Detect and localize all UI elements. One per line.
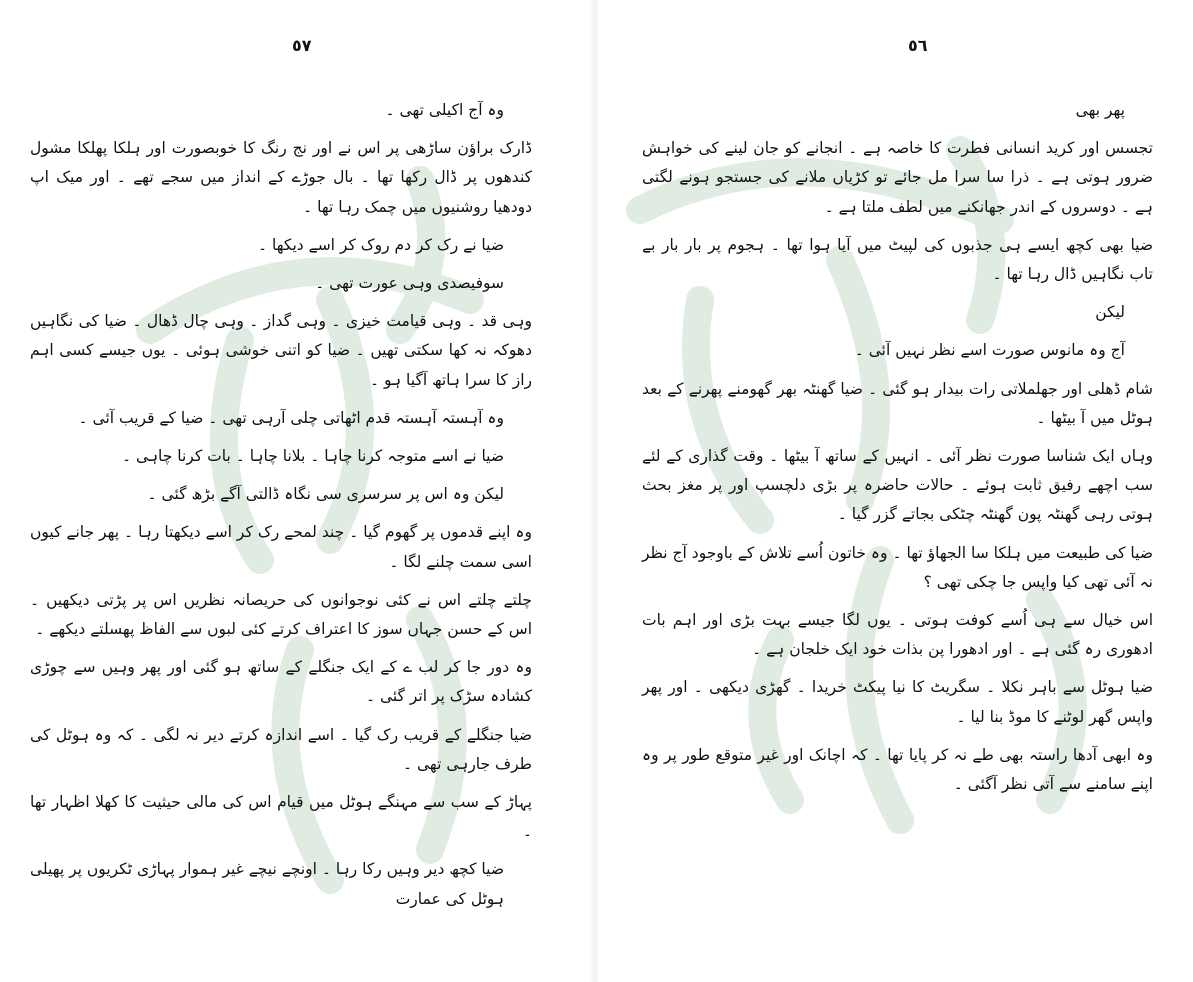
paragraph: وہ آج اکیلی تھی ۔ bbox=[385, 101, 504, 119]
page-body bbox=[642, 96, 1153, 808]
paragraph: پھر بھی bbox=[1075, 101, 1125, 119]
paragraph: ضیا بھی کچھ ایسے ہی جذبوں کی لپیٹ میں آیا ہوا تھا ۔ ہجوم پر بار بار بے تاب نگاہیں ڈال رہا تھا ۔ bbox=[642, 235, 1153, 284]
paragraph: لیکن وہ اس پر سرسری سی نگاہ ڈالتی آگے بڑھ گئی ۔ bbox=[147, 485, 504, 504]
page-number: ٥٦ bbox=[908, 36, 928, 55]
paragraph: ضیا نے رک کر دم روک کر اسے دیکھا ۔ bbox=[258, 235, 504, 254]
paragraph: وہ اپنے قدموں پر گھوم گیا ۔ چند لمحے رک کر اسے دیکھتا رہا ۔ پھر جانے کیوں اسی سمت چلنے لگا ۔ bbox=[30, 523, 532, 571]
paragraph: ضیا کچھ دیر وہیں رکا رہا ۔ اونچے نیچے غیر ہموار پہاڑی ٹکریوں پر پھیلی ہوٹل کی عمارت bbox=[30, 860, 504, 908]
book-spine bbox=[590, 0, 600, 982]
paragraph: وہ آہستہ آہستہ قدم اٹھاتی چلی آرہی تھی ۔ ضیا کے قریب آئی ۔ bbox=[78, 408, 504, 427]
right-page bbox=[600, 0, 1193, 982]
paragraph: تجسس اور کرید انسانی فطرت کا خاصہ ہے ۔ انجانے کو جان لینے کی خواہش ضرور ہوتی ہے ۔ ذرا سا سرا مل جائے تو کڑیاں ملانے کی جستجو ہونے لگتی ہے ۔ دوسروں کے اندر جھانکنے میں لطف ملتا ہے ۔ bbox=[642, 139, 1153, 216]
paragraph: وہاں ایک شناسا صورت نظر آئی ۔ انہیں کے ساتھ آ بیٹھا ۔ وقت گذاری کے لئے سب اچھے رفیق ثابت ہوئے ۔ حالات حاضرہ پر بڑی دلچسپ اور پر مغز بحث ہوتی رہی گھنٹہ پون گھنٹہ چٹکی بجاتے گزر گیا ۔ bbox=[642, 447, 1153, 524]
paragraph: وہ دور جا کر لب ے کے ایک جنگلے کے ساتھ ہو گئی اور پھر وہیں سے چوڑی کشادہ سڑک پر اتر گئی ۔ bbox=[30, 658, 532, 706]
paragraph: ضیا نے اسے متوجہ کرنا چاہا ۔ بلانا چاہا ۔ بات کرنا چاہی ۔ bbox=[122, 447, 504, 466]
paragraph: شام ڈھلی اور جھلملاتی رات بیدار ہو گئی ۔ ضیا گھنٹہ بھر گھومنے پھرنے کے بعد ہوٹل میں آ بیٹھا ۔ bbox=[642, 379, 1153, 427]
paragraph: وہی قد ۔ وہی قیامت خیزی ۔ وہی گداز ۔ وہی چال ڈھال ۔ ضیا کی نگاہیں دھوکہ نہ کھا سکتی تھیں ۔ ضیا کو اتنی خوشی ہوئی ۔ یوں جیسے کسی اہم راز کا سرا ہاتھ آگیا ہو ۔ bbox=[30, 312, 532, 389]
paragraph: ضیا ہوٹل سے باہر نکلا ۔ سگریٹ کا نیا پیکٹ خریدا ۔ گھڑی دیکھی ۔ اور پھر واپس گھر لوٹنے کا موڈ بنا لیا ۔ bbox=[642, 678, 1153, 726]
paragraph: سوفیصدی وہی عورت تھی ۔ bbox=[315, 274, 504, 293]
left-page bbox=[0, 0, 590, 982]
page-number: ٥٧ bbox=[292, 36, 312, 55]
paragraph: وہ ابھی آدھا راستہ بھی طے نہ کر پایا تھا ۔ کہ اچانک اور غیر متوقع طور پر وہ اپنے سامنے سے آتی نظر آگئی ۔ bbox=[642, 745, 1153, 794]
paragraph: ضیا جنگلے کے قریب رک گیا ۔ اسے اندازہ کرتے دیر نہ لگی ۔ کہ وہ ہوٹل کی طرف جارہی تھی ۔ bbox=[30, 725, 532, 773]
paragraph: اس خیال سے ہی اُسے کوفت ہوتی ۔ یوں لگا جیسے بہت بڑی اور اہم بات ادھوری رہ گئی ہے ۔ اور ادھورا پن بذات خود ایک خلجان ہے ۔ bbox=[642, 611, 1153, 659]
paragraph: آج وہ مانوس صورت اسے نظر نہیں آئی ۔ bbox=[854, 341, 1125, 360]
paragraph: لیکن bbox=[1095, 303, 1125, 322]
paragraph: پہاڑ کے سب سے مہنگے ہوٹل میں قیام اس کی مالی حیثیت کا کھلا اظہار تھا ۔ bbox=[30, 793, 532, 841]
page-body bbox=[30, 96, 532, 923]
paragraph: چلتے چلتے اس نے کئی نوجوانوں کی حریصانہ نظریں اس پر پڑتی دیکھیں ۔ اس کے حسن جہاں سوز کا اعتراف کرتے کئی لبوں سے الفاظ پھسلتے دیکھے ۔ bbox=[30, 590, 532, 639]
paragraph: ڈارک براؤن ساڑھی پر اس نے اور نج رنگ کا خوبصورت اور ہلکا پھلکا مشول کندھوں پر ڈال رکھا تھا ۔ بال جوڑے کے انداز میں سجے تھے ۔ اور میک اپ دودھیا روشنیوں میں چمک رہا تھا ۔ bbox=[30, 139, 532, 216]
paragraph: ضیا کی طبیعت میں ہلکا سا الجھاؤ تھا ۔ وہ خاتون اُسے تلاش کے باوجود آج نظر نہ آئی تھی کیا واپس جا چکی تھی ؟ bbox=[642, 543, 1153, 591]
